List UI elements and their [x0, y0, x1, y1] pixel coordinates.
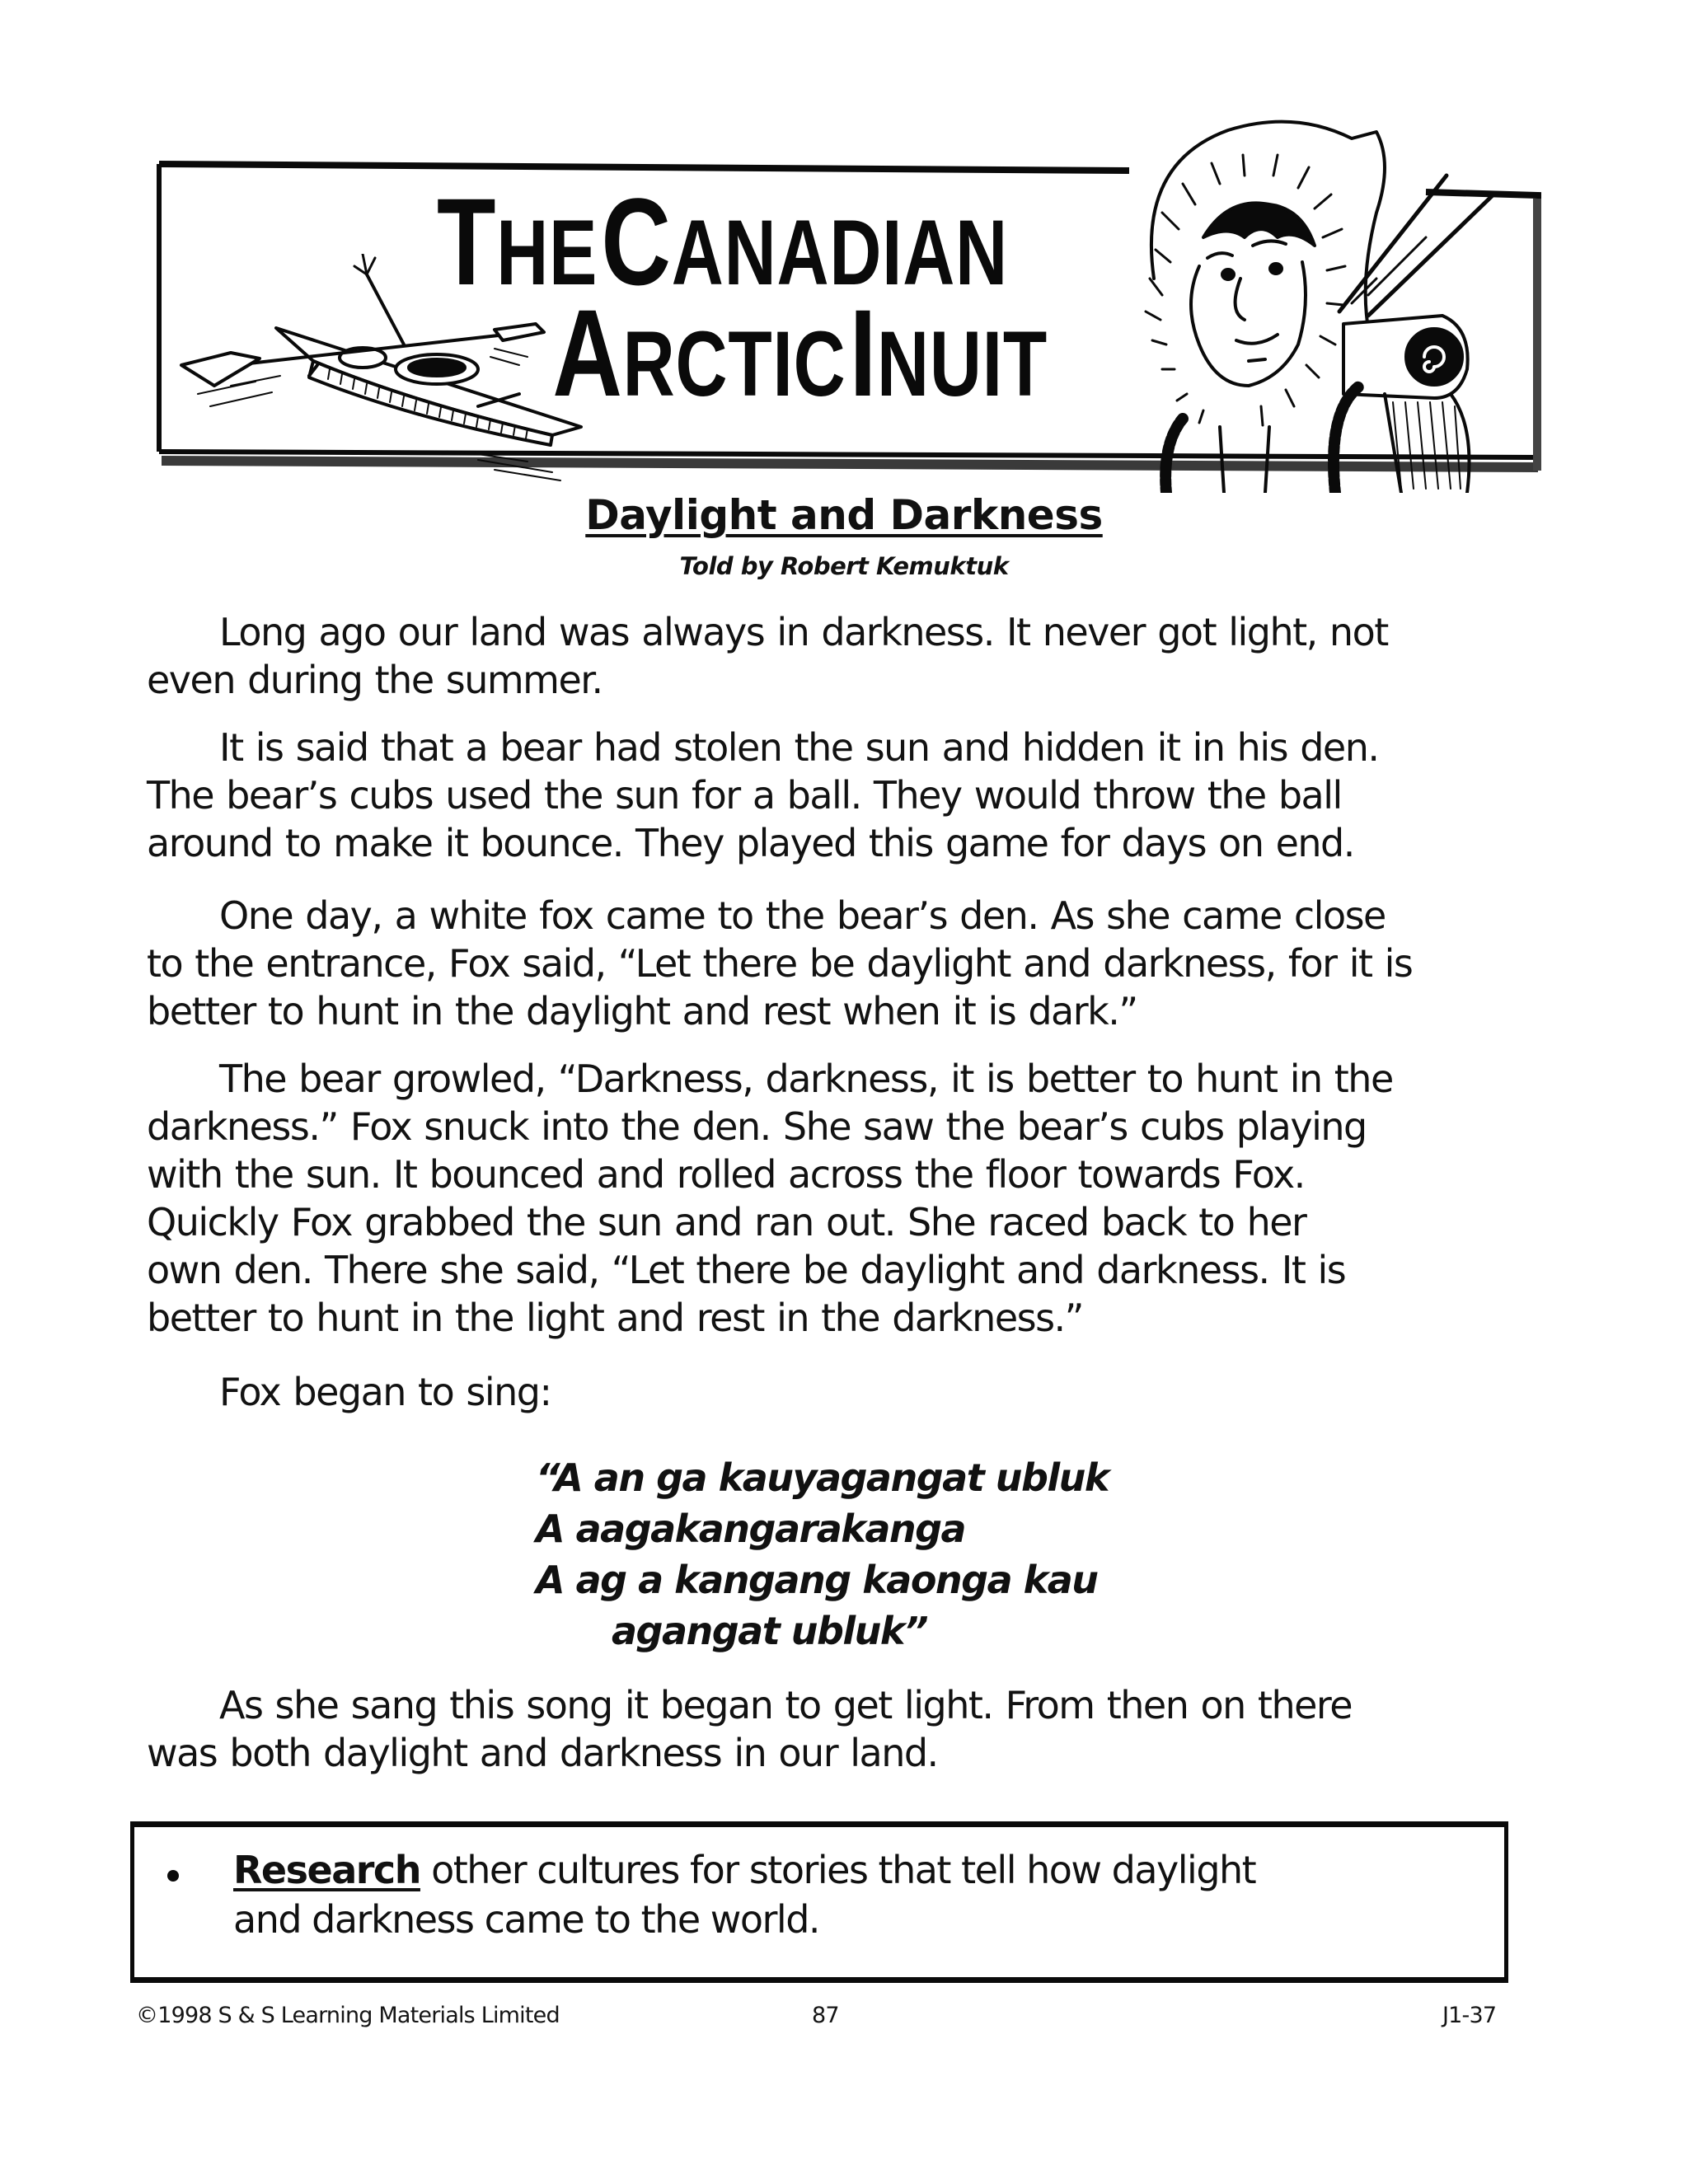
bullet-icon [167, 1870, 179, 1882]
text-line: darkness.” Fox snuck into the den. She saw the bear’s cubs playing [147, 1104, 1367, 1149]
text-line: Long ago our land was always in darkness. It never got light, not [219, 610, 1388, 654]
text-line: with the sun. It bounced and rolled across the floor towards Fox. [147, 1152, 1305, 1197]
text-line: It is said that a bear had stolen the sun and hidden it in his den. [219, 725, 1379, 770]
activity-box [130, 1821, 1508, 1983]
title-banner [157, 159, 1541, 485]
song-line: A aagakangarakanga [536, 1507, 966, 1551]
paragraph-2 [147, 724, 1540, 867]
text-line: around to make it bounce. They played this game for days on end. [147, 821, 1354, 865]
text-line: One day, a white fox came to the bear’s den. As she came close [219, 893, 1386, 938]
copyright-notice: ©1998 S & S Learning Materials Limited [136, 2003, 560, 2028]
document-code: J1-37 [1442, 2003, 1497, 2028]
paragraph-5 [147, 1368, 1540, 1416]
text-line: As she sang this song it began to get light. From then on there [219, 1683, 1353, 1727]
song-line: A ag a kangang kaonga kau [536, 1558, 1098, 1602]
text-line: own den. There she said, “Let there be daylight and darkness. It is [147, 1248, 1346, 1292]
page-number: 87 [812, 2003, 839, 2028]
story-title: Daylight and Darkness [585, 491, 1103, 539]
paragraph-4 [147, 1055, 1540, 1342]
title-letters: RCTIC [622, 312, 846, 415]
fox-song [536, 1452, 1195, 1657]
activity-line [233, 1845, 1470, 1895]
song-line: “A an ga kauyagangat ubluk [536, 1455, 1109, 1500]
song-line: agangat ubluk” [612, 1609, 928, 1653]
paragraph-3 [147, 892, 1540, 1035]
title-letter: A [552, 284, 623, 422]
inuit-child-illustration [1104, 114, 1566, 493]
text-line: better to hunt in the light and rest in the darkness.” [147, 1296, 1084, 1340]
story-byline: Told by Robert Kemuktuk [679, 552, 1009, 580]
banner-title-line1 [437, 172, 1008, 311]
title-letters: ANADIAN [671, 201, 1008, 304]
text-line: The bear’s cubs used the sun for a ball. They would throw the ball [147, 773, 1342, 818]
activity-line1-rest: other cultures for stories that tell how daylight [420, 1848, 1256, 1892]
title-letter: C [601, 172, 672, 311]
title-letter: T [437, 172, 497, 311]
activity-text [233, 1845, 1470, 1944]
text-line: Fox began to sing: [219, 1370, 551, 1414]
title-letters: HE [496, 201, 598, 304]
banner-title-line2 [552, 284, 1048, 422]
text-line: even during the summer. [147, 658, 603, 702]
title-letters: NUIT [877, 312, 1048, 415]
activity-line: and darkness came to the world. [233, 1897, 820, 1942]
paragraph-6 [147, 1681, 1540, 1777]
paragraph-1 [147, 608, 1540, 704]
text-line: to the entrance, Fox said, “Let there be daylight and darkness, for it is [147, 941, 1413, 986]
text-line: was both daylight and darkness in our land. [147, 1731, 938, 1775]
title-letter: I [849, 284, 878, 422]
text-line: better to hunt in the daylight and rest when it is dark.” [147, 989, 1137, 1033]
text-line: Quickly Fox grabbed the sun and ran out. She raced back to her [147, 1200, 1306, 1244]
activity-keyword: Research [233, 1848, 420, 1892]
text-line: The bear growled, “Darkness, darkness, it is better to hunt in the [219, 1057, 1393, 1101]
